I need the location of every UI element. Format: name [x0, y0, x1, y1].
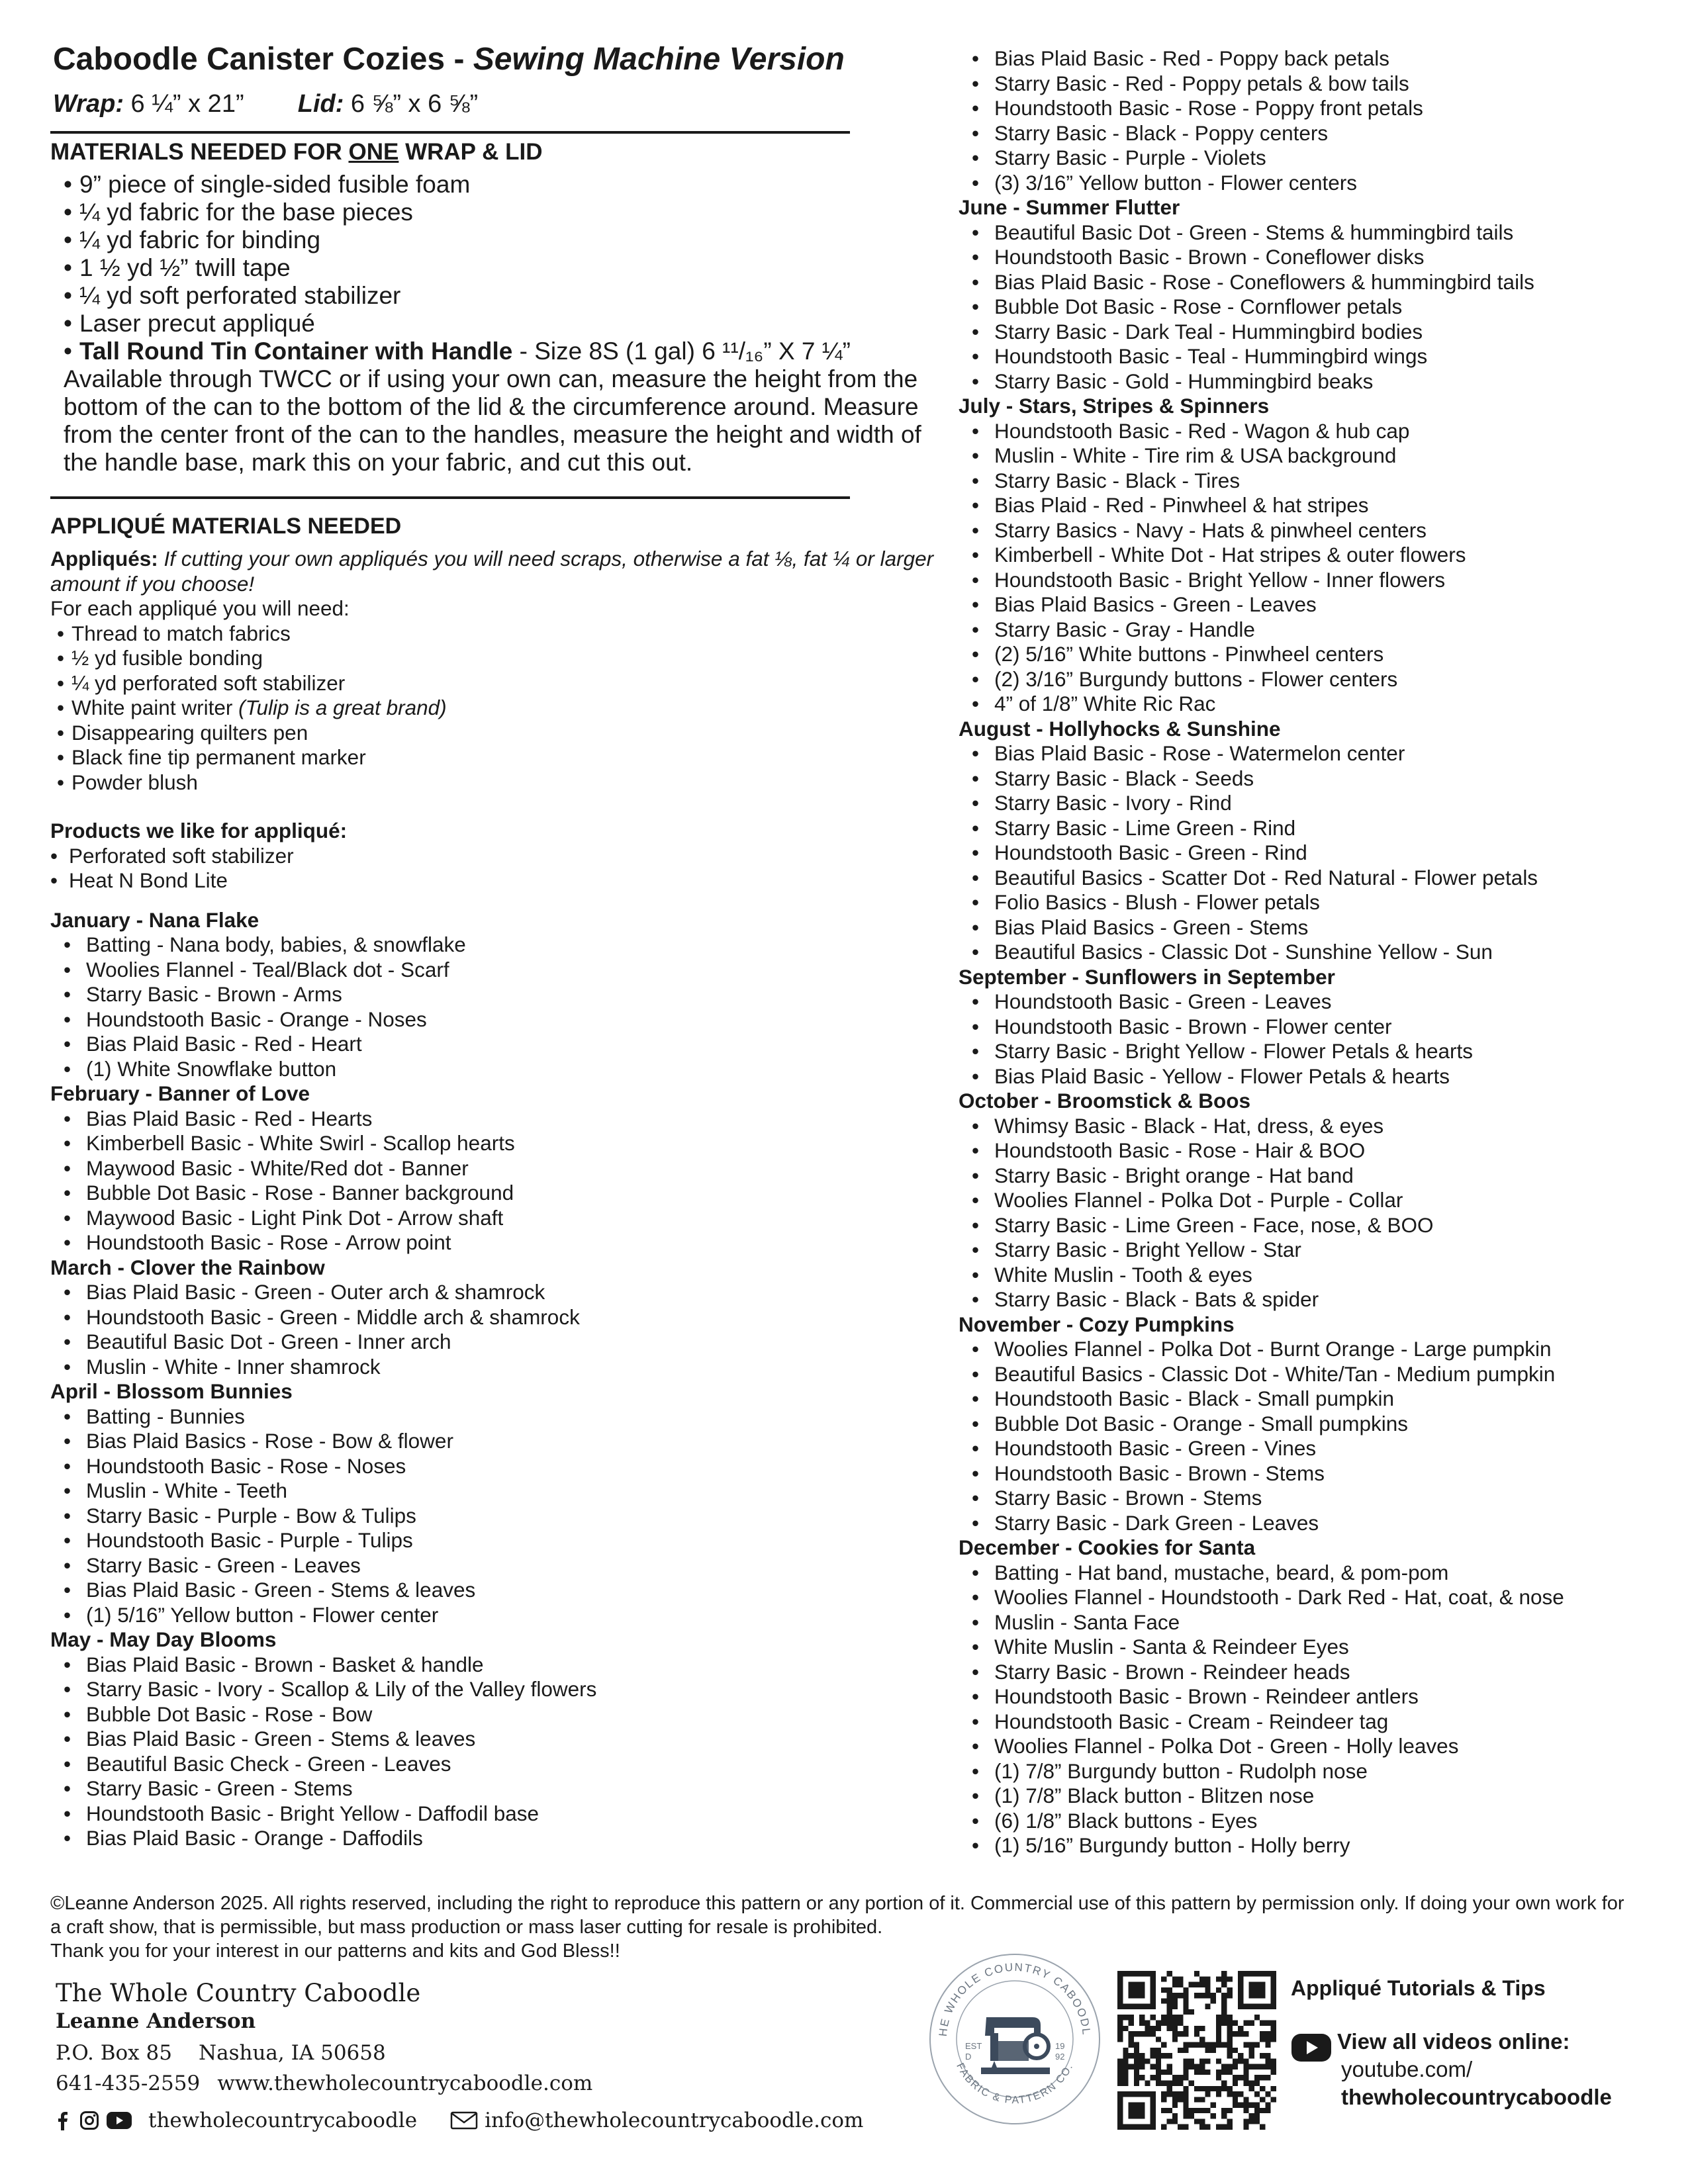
product-item: • Perforated soft stabilizer: [50, 844, 937, 869]
applique-supply-item: • Thread to match fabrics: [50, 621, 937, 647]
materials-list: [64, 171, 944, 477]
month-material-item: • Starry Basic - Purple - Violets: [959, 146, 1673, 171]
tutorials-heading: Appliqué Tutorials & Tips: [1291, 1976, 1546, 2000]
month-material-item: • Starry Basic - Lime Green - Rind: [959, 816, 1673, 841]
applique-supply-item: • Disappearing quilters pen: [50, 721, 937, 746]
month-material-item: • Starry Basic - Black - Seeds: [959, 766, 1673, 792]
month-material-item: • Starry Basic - Brown - Arms: [50, 982, 937, 1007]
right-column: [959, 46, 1673, 1858]
month-material-item: • Batting - Nana body, babies, & snowflake: [50, 933, 937, 958]
month-material-item: • (3) 3/16” Yellow button - Flower centers: [959, 171, 1673, 196]
month-material-item: • Kimberbell Basic - White Swirl - Scallop hearts: [50, 1131, 937, 1156]
month-material-item: • Bubble Dot Basic - Rose - Banner background: [50, 1181, 937, 1206]
month-material-item: • Starry Basic - Dark Green - Leaves: [959, 1511, 1673, 1536]
company-name: The Whole Country Caboodle: [56, 1979, 421, 2007]
month-material-item: • Houndstooth Basic - Orange - Noses: [50, 1007, 937, 1032]
month-heading: August - Hollyhocks & Sunshine: [959, 716, 1281, 741]
company-seal-logo: [925, 1950, 1104, 2128]
seal-top-text: HE WHOLE COUNTRY CABOODL: [936, 1960, 1093, 2037]
month-material-item: • Houndstooth Basic - Bright Yellow - Inner flowers: [959, 568, 1673, 593]
month-material-item: • Bias Plaid Basic - Green - Outer arch & shamrock: [50, 1280, 937, 1305]
month-material-item: • Beautiful Basic Dot - Green - Inner arch: [50, 1330, 937, 1355]
month-material-item: • Bias Plaid Basics - Green - Stems: [959, 915, 1673, 940]
month-material-item: • Muslin - White - Inner shamrock: [50, 1355, 937, 1380]
products-heading: Products we like for appliqué:: [50, 819, 348, 842]
month-material-item: • Woolies Flannel - Polka Dot - Burnt Orange - Large pumpkin: [959, 1337, 1673, 1362]
month-material-item: • Bias Plaid Basic - Green - Stems & leaves: [50, 1578, 937, 1603]
month-material-item: • Woolies Flannel - Polka Dot - Green - Holly leaves: [959, 1734, 1673, 1759]
applique-supply-item: • Powder blush: [50, 770, 937, 796]
month-material-item: • Woolies Flannel - Teal/Black dot - Scarf: [50, 958, 937, 983]
month-material-item: • Muslin - White - Teeth: [50, 1479, 937, 1504]
paint-brand: (Tulip is a great brand): [238, 696, 447, 719]
month-material-item: • Starry Basic - Dark Teal - Hummingbird bodies: [959, 320, 1673, 345]
month-material-item: • Houndstooth Basic - Brown - Flower center: [959, 1015, 1673, 1040]
dimensions: Wrap: 6 ¼” x 21” Lid: 6 ⅝” x 6 ⅝”: [53, 90, 479, 118]
applique-supply-item: • ¼ yd perforated soft stabilizer: [50, 671, 937, 696]
applique-supply-item: [50, 696, 937, 721]
applique-intro: Appliqués: If cutting your own appliqués you will need scraps, otherwise a fat ⅛, fat ¼ or larger amount if you choose!: [50, 547, 934, 596]
month-material-item: • Starry Basic - Black - Poppy centers: [959, 121, 1673, 146]
month-material-item: • Beautiful Basics - Classic Dot - Sunshine Yellow - Sun: [959, 940, 1673, 965]
month-material-item: • Houndstooth Basic - Rose - Noses: [50, 1454, 937, 1479]
month-material-item: • Bias Plaid Basic - Rose - Coneflowers & hummingbird tails: [959, 270, 1673, 295]
month-material-item: • Houndstooth Basic - Purple - Tulips: [50, 1528, 937, 1553]
address: P.O. Box 85 Nashua, IA 50658: [56, 2041, 386, 2065]
month-material-item: • Houndstooth Basic - Brown - Coneflower disks: [959, 245, 1673, 270]
month-heading: November - Cozy Pumpkins: [959, 1312, 1235, 1336]
website-link[interactable]: www.thewholecountrycaboodle.com: [217, 2071, 593, 2095]
month-heading: September - Sunflowers in September: [959, 964, 1335, 989]
month-material-item: • Houndstooth Basic - Cream - Reindeer tag: [959, 1709, 1673, 1735]
email-link[interactable]: info@thewholecountrycaboodle.com: [485, 2109, 864, 2132]
month-material-item: • Houndstooth Basic - Red - Wagon & hub cap: [959, 419, 1673, 444]
materials-heading: MATERIALS NEEDED FOR ONE WRAP & LID: [50, 139, 543, 165]
month-material-item: • Woolies Flannel - Polka Dot - Purple - Collar: [959, 1188, 1673, 1213]
month-material-item: • Houndstooth Basic - Rose - Poppy front petals: [959, 96, 1673, 121]
month-material-item: • Starry Basic - Bright Yellow - Flower Petals & hearts: [959, 1039, 1673, 1064]
material-item: • Laser precut appliqué: [64, 310, 944, 338]
month-material-item: • Starry Basic - Green - Stems: [50, 1776, 937, 1801]
page-title: Caboodle Canister Cozies - Sewing Machine Version: [53, 42, 845, 77]
month-material-item: • Houndstooth Basic - Bright Yellow - Daffodil base: [50, 1801, 937, 1827]
month-material-item: • Houndstooth Basic - Green - Middle arch & shamrock: [50, 1305, 937, 1330]
month-material-item: • Beautiful Basics - Scatter Dot - Red Natural - Flower petals: [959, 866, 1673, 891]
month-material-item: • White Muslin - Santa & Reindeer Eyes: [959, 1635, 1673, 1660]
mail-icon: [450, 2111, 478, 2130]
videos-url[interactable]: youtube.com/: [1341, 2057, 1473, 2081]
month-material-item: • Starry Basic - Black - Tires: [959, 469, 1673, 494]
contact-line: 641-435-2559 www.thewholecountrycaboodle.com: [56, 2071, 593, 2095]
month-material-item: • Houndstooth Basic - Teal - Hummingbird wings: [959, 344, 1673, 369]
month-material-item: • (1) 5/16” Yellow button - Flower center: [50, 1603, 937, 1628]
month-material-item: • Bias Plaid Basic - Brown - Basket & handle: [50, 1653, 937, 1678]
month-material-item: • Starry Basic - Bright orange - Hat band: [959, 1163, 1673, 1189]
seal-d: D: [965, 2052, 972, 2062]
owner-name: Leanne Anderson: [56, 2009, 256, 2033]
month-material-item: • Bubble Dot Basic - Rose - Bow: [50, 1702, 937, 1727]
month-heading: July - Stars, Stripes & Spinners: [959, 394, 1270, 418]
month-material-item: • Starry Basic - Black - Bats & spider: [959, 1287, 1673, 1312]
month-material-item: • Bias Plaid Basics - Rose - Bow & flower: [50, 1429, 937, 1454]
material-item: • ¼ yd fabric for binding: [64, 226, 944, 254]
materials-rule: [50, 496, 850, 499]
facebook-icon[interactable]: [53, 2111, 73, 2130]
month-material-item: • Houndstooth Basic - Black - Small pumpkin: [959, 1387, 1673, 1412]
month-material-item: • 4” of 1/8” White Ric Rac: [959, 692, 1673, 717]
month-material-item: • Bias Plaid - Red - Pinwheel & hat stripes: [959, 493, 1673, 518]
seal-bottom-text: FABRIC & PATTERN CO.: [954, 2061, 1076, 2107]
product-item: • Heat N Bond Lite: [50, 868, 937, 893]
material-item: • ¼ yd fabric for the base pieces: [64, 199, 944, 226]
month-material-item: • Starry Basic - Bright Yellow - Star: [959, 1238, 1673, 1263]
each-label: For each appliqué you will need:: [50, 596, 350, 620]
videos-url-2[interactable]: thewholecountrycaboodle: [1341, 2085, 1612, 2109]
month-material-item: • Whimsy Basic - Black - Hat, dress, & eyes: [959, 1114, 1673, 1139]
month-material-item: • Bias Plaid Basic - Red - Poppy back petals: [959, 46, 1673, 71]
month-material-item: • Starry Basics - Navy - Hats & pinwheel centers: [959, 518, 1673, 543]
month-material-item: • Houndstooth Basic - Green - Vines: [959, 1436, 1673, 1461]
month-material-item: • Starry Basic - Gray - Handle: [959, 617, 1673, 643]
applique-supply-item: • Black fine tip permanent marker: [50, 745, 937, 770]
month-material-item: • Bias Plaid Basic - Green - Stems & leaves: [50, 1727, 937, 1752]
youtube-icon[interactable]: [106, 2111, 132, 2130]
month-material-item: • (1) White Snowflake button: [50, 1057, 937, 1082]
month-material-item: • Bubble Dot Basic - Rose - Cornflower petals: [959, 295, 1673, 320]
applique-heading: APPLIQUÉ MATERIALS NEEDED: [50, 514, 402, 539]
material-item-tin: [64, 338, 944, 365]
material-item: • 9” piece of single-sided fusible foam: [64, 171, 944, 199]
month-material-item: • Houndstooth Basic - Brown - Reindeer antlers: [959, 1684, 1673, 1709]
month-material-item: • Maywood Basic - White/Red dot - Banner: [50, 1156, 937, 1181]
month-material-item: • Beautiful Basics - Classic Dot - White/Tan - Medium pumpkin: [959, 1362, 1673, 1387]
month-material-item: • (2) 3/16” Burgundy buttons - Flower centers: [959, 667, 1673, 692]
month-material-item: • Batting - Bunnies: [50, 1404, 937, 1430]
instagram-icon[interactable]: [79, 2111, 99, 2130]
tin-name: Tall Round Tin Container with Handle: [79, 338, 513, 365]
month-material-item: • (1) 7/8” Black button - Blitzen nose: [959, 1784, 1673, 1809]
month-material-item: • Starry Basic - Brown - Stems: [959, 1486, 1673, 1511]
month-material-item: • Houndstooth Basic - Green - Leaves: [959, 989, 1673, 1015]
month-heading: April - Blossom Bunnies: [50, 1379, 293, 1403]
month-material-item: • Starry Basic - Gold - Hummingbird beaks: [959, 369, 1673, 394]
month-material-item: • Beautiful Basic Dot - Green - Stems & hummingbird tails: [959, 220, 1673, 246]
applique-supply-item: • ½ yd fusible bonding: [50, 646, 937, 671]
videos-info: View all videos online: youtube.com/ thewholecountrycaboodle: [1337, 2028, 1612, 2111]
qr-code[interactable]: [1117, 1971, 1276, 2130]
month-material-item: • Bias Plaid Basic - Yellow - Flower Petals & hearts: [959, 1064, 1673, 1089]
month-heading: October - Broomstick & Boos: [959, 1089, 1251, 1113]
month-material-item: • Muslin - Santa Face: [959, 1610, 1673, 1635]
title-rule: [50, 131, 850, 134]
month-material-item: • (2) 5/16” White buttons - Pinwheel centers: [959, 642, 1673, 667]
month-material-item: • White Muslin - Tooth & eyes: [959, 1263, 1673, 1288]
tin-size: - Size 8S (1 gal) 6 ¹¹/₁₆” X 7 ¼”: [512, 338, 851, 365]
month-material-item: • Houndstooth Basic - Green - Rind: [959, 841, 1673, 866]
month-material-item: • (1) 7/8” Burgundy button - Rudolph nose: [959, 1759, 1673, 1784]
month-heading: December - Cookies for Santa: [959, 1535, 1256, 1559]
month-material-item: • Muslin - White - Tire rim & USA background: [959, 443, 1673, 469]
month-material-item: • Houndstooth Basic - Brown - Stems: [959, 1461, 1673, 1486]
month-material-item: • Kimberbell - White Dot - Hat stripes & outer flowers: [959, 543, 1673, 568]
seal-92: 92: [1055, 2052, 1065, 2062]
month-material-item: • Starry Basic - Ivory - Scallop & Lily of the Valley flowers: [50, 1677, 937, 1702]
month-material-item: • Woolies Flannel - Houndstooth - Dark Red - Hat, coat, & nose: [959, 1585, 1673, 1610]
youtube-play-icon: [1291, 2033, 1332, 2066]
month-material-item: • Starry Basic - Ivory - Rind: [959, 791, 1673, 816]
month-material-item: • Folio Basics - Blush - Flower petals: [959, 890, 1673, 915]
month-heading: June - Summer Flutter: [959, 195, 1180, 219]
month-heading: February - Banner of Love: [50, 1081, 310, 1105]
month-material-item: • Starry Basic - Red - Poppy petals & bow tails: [959, 71, 1673, 97]
seal-19: 19: [1055, 2041, 1065, 2051]
month-material-item: • Bias Plaid Basic - Orange - Daffodils: [50, 1826, 937, 1851]
month-material-item: • (6) 1/8” Black buttons - Eyes: [959, 1809, 1673, 1834]
applique-block: [50, 547, 937, 1851]
tin-note: Available through TWCC or if using your own can, measure the height from the bottom of the can to the bottom of the lid & the circumference around. Measure from the center front of the can to the handles, measure the height and width of the handle base, mark this on your fabric, and cut this out.: [64, 365, 921, 476]
month-material-item: • Starry Basic - Lime Green - Face, nose, & BOO: [959, 1213, 1673, 1238]
month-material-item: • Bias Plaid Basic - Red - Hearts: [50, 1107, 937, 1132]
month-material-item: • Batting - Hat band, mustache, beard, & pom-pom: [959, 1561, 1673, 1586]
social-handle[interactable]: thewholecountrycaboodle: [148, 2109, 418, 2132]
paint-writer: White paint writer: [71, 696, 239, 719]
month-material-item: • Bias Plaid Basics - Green - Leaves: [959, 592, 1673, 617]
month-material-item: • Beautiful Basic Check - Green - Leaves: [50, 1752, 937, 1777]
seal-est: EST: [965, 2041, 982, 2051]
month-material-item: • Bubble Dot Basic - Orange - Small pumpkins: [959, 1412, 1673, 1437]
month-material-item: • Bias Plaid Basic - Rose - Watermelon center: [959, 741, 1673, 766]
social-row: [53, 2109, 863, 2132]
month-heading: May - May Day Blooms: [50, 1627, 277, 1651]
month-heading: January - Nana Flake: [50, 907, 259, 932]
month-heading: March - Clover the Rainbow: [50, 1255, 325, 1279]
material-item: • ¼ yd soft perforated stabilizer: [64, 282, 944, 310]
month-material-item: • Houndstooth Basic - Rose - Arrow point: [50, 1230, 937, 1255]
month-material-item: • Maywood Basic - Light Pink Dot - Arrow shaft: [50, 1206, 937, 1231]
material-item: • 1 ½ yd ½” twill tape: [64, 254, 944, 282]
copyright-notice: ©Leanne Anderson 2025. All rights reserved, including the right to reproduce this pattern or any portion of it. Commercial use of this pattern by permission only. If doing your own work for a craft show, that is permissible, but mass production or mass laser cutting for resale is prohibited. Thank you for your interest in our patterns and kits and God Bless!!: [50, 1893, 1624, 1962]
month-material-item: • Bias Plaid Basic - Red - Heart: [50, 1032, 937, 1057]
month-material-item: • (1) 5/16” Burgundy button - Holly berry: [959, 1833, 1673, 1858]
month-material-item: • Houndstooth Basic - Rose - Hair & BOO: [959, 1138, 1673, 1163]
month-material-item: • Starry Basic - Green - Leaves: [50, 1553, 937, 1578]
month-material-item: • Starry Basic - Brown - Reindeer heads: [959, 1660, 1673, 1685]
month-material-item: • Starry Basic - Purple - Bow & Tulips: [50, 1504, 937, 1529]
sewing-machine-icon: [981, 2017, 1050, 2074]
